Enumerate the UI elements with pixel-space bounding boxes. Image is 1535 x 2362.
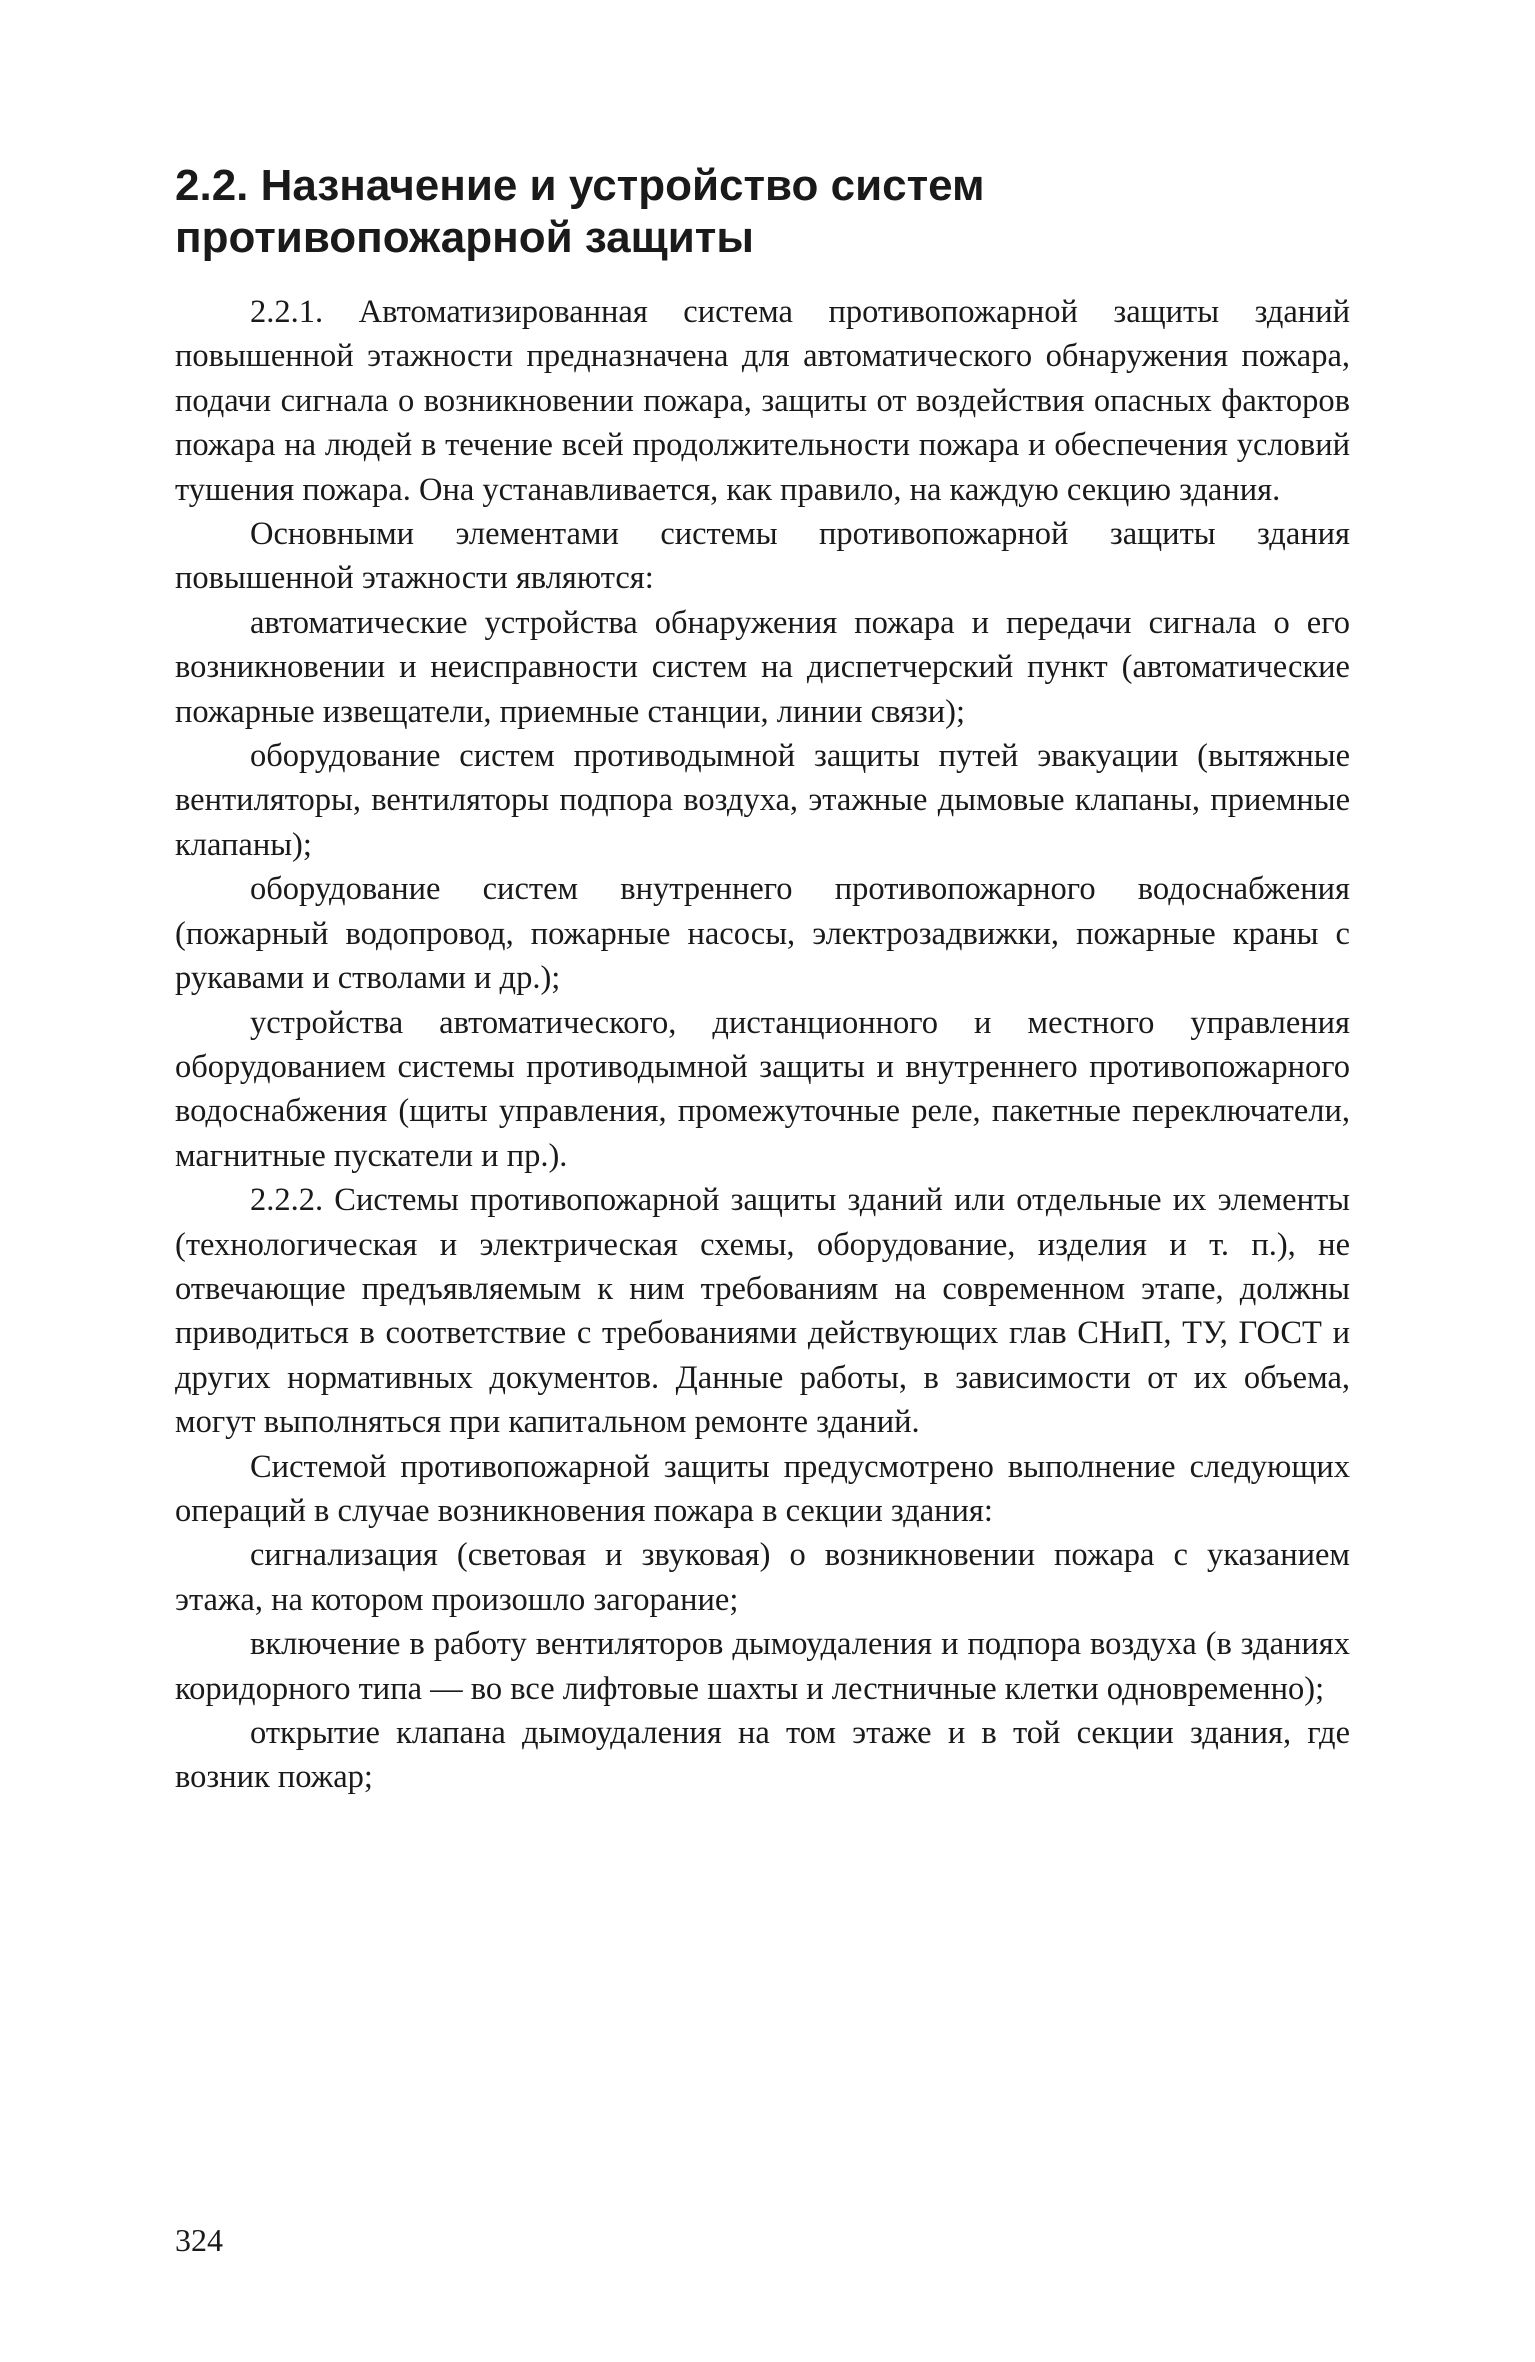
section-heading	[175, 160, 1355, 264]
paragraph-2-2-2: 2.2.2. Системы противопожарной защиты зданий или отдельные их элементы (технологическая и электрическая схемы, оборудование, изделия и т. п.), не отвечающие предъявляемым к ним требованиям на современном этапе, должны приводиться в соответствие с требованиями действующих глав СНиП, ТУ, ГОСТ и других нормативных документов. Данные работы, в зависимости от их объема, могут выполняться при капитальном ремонте зданий.	[175, 1182, 1350, 1441]
list-item-control-devices: устройства автоматического, дистанционного и местного управления оборудованием системы противодымной защиты и внутреннего противопожарного водоснабжения (щиты управления, промежуточные реле, пакетные переключатели, магнитные пускатели и пр.).	[175, 1004, 1350, 1174]
section-heading-line-1: 2.2. Назначение и устройство систем	[175, 161, 985, 210]
list-item-water-supply-equipment: оборудование систем внутреннего противопожарного водоснабжения (пожарный водопровод, пожарные насосы, электрозадвижки, пожарные краны с рукавами и стволами и др.);	[175, 871, 1350, 997]
section-heading-line-2: противопожарной защиты	[175, 213, 754, 262]
body-text	[175, 290, 1350, 1800]
paragraph-operations-intro: Системой противопожарной защиты предусмотрено выполнение следующих операций в случае возникновения пожара в секции здания:	[175, 1448, 1350, 1529]
list-item-detection-devices: автоматические устройства обнаружения пожара и передачи сигнала о его возникновении и неисправности систем на диспетчерский пункт (автоматические пожарные извещатели, приемные станции, линии связи);	[175, 604, 1350, 730]
paragraph-2-2-1: 2.2.1. Автоматизированная система противопожарной защиты зданий повышенной этажности предназначена для автоматического обнаружения пожара, подачи сигнала о возникновении пожара, защиты от воздействия опасных факторов пожара на людей в течение всей продолжительности пожара и обеспечения условий тушения пожара. Она устанавливается, как правило, на каждую секцию здания.	[175, 294, 1350, 508]
paragraph-main-elements-intro: Основными элементами системы противопожарной защиты здания повышенной этажности являются:	[175, 516, 1350, 597]
list-item-smoke-valve-opening: открытие клапана дымоудаления на том этаже и в той секции здания, где возник пожар;	[175, 1715, 1350, 1796]
page-number: 324	[175, 2222, 223, 2258]
list-item-alarm-signaling: сигнализация (световая и звуковая) о возникновении пожара с указанием этажа, на котором произошло загорание;	[175, 1537, 1350, 1618]
list-item-smoke-protection-equipment: оборудование систем противодымной защиты путей эвакуации (вытяжные вентиляторы, вентиляторы подпора воздуха, этажные дымовые клапаны, приемные клапаны);	[175, 738, 1350, 863]
list-item-fans-activation: включение в работу вентиляторов дымоудаления и подпора воздуха (в зданиях коридорного типа — во все лифтовые шахты и лестничные клетки одновременно);	[175, 1626, 1350, 1707]
